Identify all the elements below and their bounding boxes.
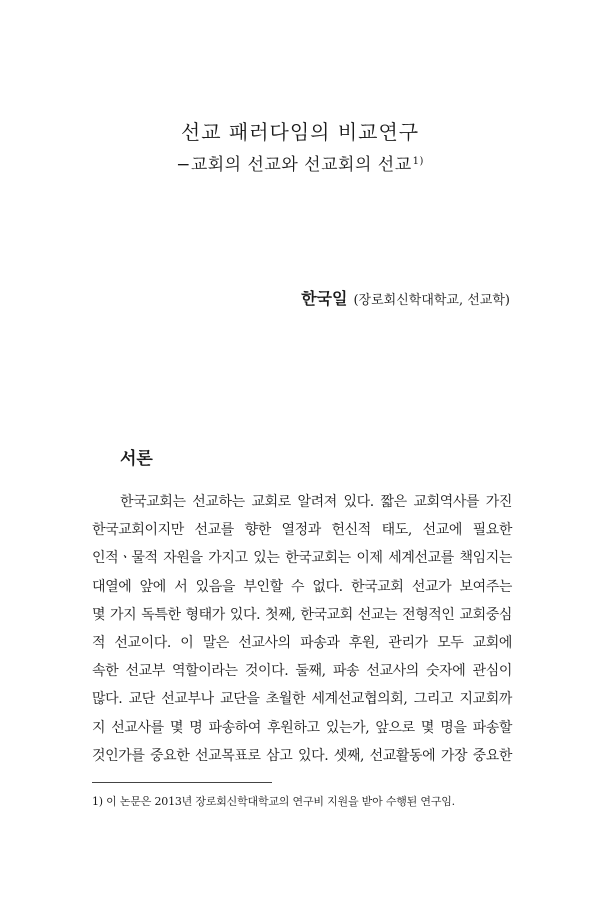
author-line (301, 286, 510, 309)
paper-title: 선교 패러다임의 비교연구 (180, 120, 420, 144)
paragraph-line: 한국교회이지만 선교를 향한 열정과 헌신적 태도, 선교에 필요한 (92, 522, 512, 539)
author-affiliation: (장로회신학대학교, 선교학) (353, 293, 510, 308)
author-name: 한국일 (301, 289, 348, 308)
paragraph-line: 한국교회는 선교하는 교회로 알려져 있다. 짧은 교회역사를 가진 (120, 494, 512, 510)
paragraph-line: 지 선교사를 몇 명 파송하여 후원하고 있는가, 앞으로 몇 명을 파송할 (92, 719, 512, 736)
paragraph-line: 인적ㆍ물적 자원을 가지고 있는 한국교회는 이제 세계선교를 책임지는 (92, 550, 512, 567)
footnote-divider (92, 782, 272, 783)
section-heading: 서론 (120, 449, 153, 469)
subtitle-text: −교회의 선교와 선교회의 선교 (176, 155, 412, 175)
paragraph-line: 몇 가지 독특한 형태가 있다. 첫째, 한국교회 선교는 전형적인 교회중심 (92, 606, 512, 623)
paragraph-line: 속한 선교부 역할이라는 것이다. 둘째, 파송 선교사의 숫자에 관심이 (92, 663, 512, 680)
footnote-reference[interactable]: 1) (412, 156, 424, 167)
paragraph-line: 많다. 교단 선교부나 교단을 초월한 세계선교협의회, 그리고 지교회까 (92, 691, 512, 708)
paragraph-line: 것인가를 중요한 선교목표로 삼고 있다. 셋째, 선교활동에 가장 중요한 (92, 747, 512, 764)
body-paragraph (92, 488, 512, 770)
paper-subtitle (0, 150, 600, 175)
paragraph-line: 적 선교이다. 이 말은 선교사의 파송과 후원, 관리가 모두 교회에 (92, 634, 512, 651)
footnote: 1) 이 논문은 2013년 장로회신학대학교의 연구비 지원을 받아 수행된 연구임. (92, 795, 455, 808)
paragraph-line: 대열에 앞에 서 있음을 부인할 수 없다. 한국교회 선교가 보여주는 (92, 578, 512, 595)
